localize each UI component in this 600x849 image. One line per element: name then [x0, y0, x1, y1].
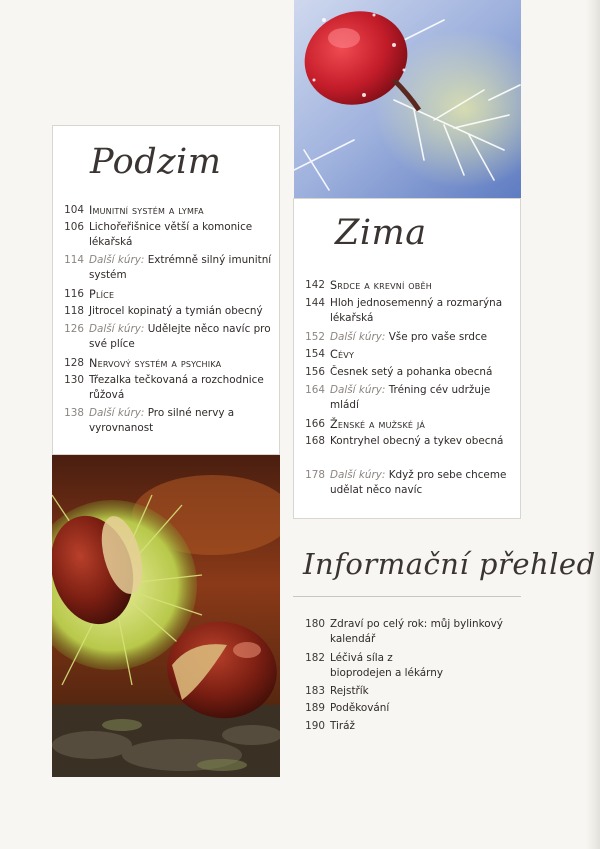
toc-entry[interactable]	[301, 296, 513, 326]
toc-page-number: 156	[305, 366, 325, 378]
toc-entry-text: Tréning cév udržuje mládí	[330, 384, 491, 411]
toc-entry-title: Léčivá síla z bioprodejen a lékárny	[330, 652, 443, 679]
extra-cure-label: Další kúry:	[89, 254, 145, 266]
extra-cure-label: Další kúry:	[330, 469, 386, 481]
toc-entry[interactable]	[301, 365, 513, 380]
toc-entry-title	[89, 253, 272, 283]
toc-page-number: 190	[305, 720, 325, 732]
toc-page-number: 152	[305, 331, 325, 343]
toc-entry[interactable]	[301, 278, 513, 293]
toc-entry-title	[330, 330, 513, 345]
toc-entry[interactable]	[301, 347, 513, 362]
toc-page-number: 114	[64, 254, 84, 266]
extra-cure-label: Další kúry:	[330, 384, 386, 396]
toc-entry[interactable]	[301, 651, 513, 681]
toc-entry[interactable]	[301, 617, 513, 647]
toc-page-number: 168	[305, 435, 325, 447]
toc-entry-title: Česnek setý a pohanka obecná	[330, 366, 493, 378]
toc-page-number: 142	[305, 279, 325, 291]
toc-entry-title	[89, 322, 272, 352]
toc-section-title: Nervový systém a psychika	[89, 357, 222, 370]
autumn-title: Podzim	[90, 142, 222, 182]
toc-entry[interactable]	[301, 684, 513, 699]
toc-entry[interactable]	[60, 322, 272, 352]
toc-entry-text: Extrémně silný imunitní systém	[89, 254, 272, 281]
toc-entry[interactable]	[60, 356, 272, 371]
toc-page-number: 180	[305, 618, 325, 630]
toc-entry-title: Třezalka tečkovaná a rozchodnice růžová	[89, 374, 264, 401]
toc-entry-title: Tiráž	[330, 720, 356, 732]
chestnut-photo	[52, 455, 280, 777]
toc-entry-title	[330, 383, 513, 413]
extra-cure-label: Další kúry:	[89, 323, 145, 335]
page-edge-shadow	[586, 0, 600, 849]
extra-cure-label: Další kúry:	[89, 407, 145, 419]
toc-entry-text: Udělejte něco navíc pro své plíce	[89, 323, 271, 350]
toc-page-number: 128	[64, 357, 84, 369]
toc-section-title: Cévy	[330, 348, 355, 361]
toc-entry[interactable]	[60, 203, 272, 218]
toc-entry-text: Pro silné nervy a vyrovnanost	[89, 407, 235, 434]
toc-entry-title: Zdraví po celý rok: můj bylinkový kalendář	[330, 618, 503, 645]
toc-page-number: 130	[64, 374, 84, 386]
toc-entry[interactable]	[60, 253, 272, 283]
toc-page-number: 118	[64, 305, 84, 317]
toc-page-number: 178	[305, 469, 325, 481]
toc-entry-title: Kontryhel obecný a tykev obecná	[330, 435, 504, 447]
toc-page-number: 154	[305, 348, 325, 360]
toc-entry-title	[89, 406, 272, 436]
toc-entry[interactable]	[301, 719, 513, 734]
toc-entry-title: Rejstřík	[330, 685, 369, 697]
toc-entry[interactable]	[60, 220, 272, 250]
toc-page-number: 106	[64, 221, 84, 233]
winter-title: Zima	[335, 213, 427, 253]
toc-entry[interactable]	[60, 373, 272, 403]
toc-entry-title: Lichořeřišnice větší a komonice lékařská	[89, 221, 253, 248]
toc-section-title: Plíce	[89, 288, 115, 301]
toc-entry-title	[330, 468, 513, 498]
chestnut-image	[52, 455, 280, 777]
extra-cure-label: Další kúry:	[330, 331, 386, 343]
toc-section-title: Imunitní systém a lymfa	[89, 204, 204, 217]
toc-entry[interactable]	[301, 434, 513, 449]
toc-page-number: 182	[305, 652, 325, 664]
toc-page-number: 164	[305, 384, 325, 396]
toc-entry[interactable]	[60, 304, 272, 319]
toc-section-title: Srdce a krevní oběh	[330, 279, 432, 292]
toc-entry-text: Vše pro vaše srdce	[388, 331, 488, 343]
toc-page-number: 144	[305, 297, 325, 309]
toc-entry[interactable]	[301, 383, 513, 413]
toc-page-number: 104	[64, 204, 84, 216]
toc-page-number: 138	[64, 407, 84, 419]
toc-page-number: 189	[305, 702, 325, 714]
overview-title: Informační přehled	[303, 547, 596, 581]
toc-entry[interactable]	[60, 406, 272, 436]
toc-entry-title: Hloh jednosemenný a rozmarýna lékařská	[330, 297, 503, 324]
overview-divider	[293, 596, 521, 597]
toc-page-number: 126	[64, 323, 84, 335]
toc-entry-text: Když pro sebe chceme udělat něco navíc	[330, 469, 507, 496]
toc-entry[interactable]	[301, 330, 513, 345]
toc-entry[interactable]	[60, 287, 272, 302]
toc-page-number: 166	[305, 418, 325, 430]
toc-page-number: 183	[305, 685, 325, 697]
rosehip-frost-image	[294, 0, 521, 198]
toc-section-title: Ženské a mužské já	[330, 418, 425, 431]
rosehip-frost-photo	[294, 0, 521, 198]
toc-entry[interactable]	[301, 417, 513, 432]
toc-entry[interactable]	[301, 468, 513, 498]
toc-entry[interactable]	[301, 701, 513, 716]
toc-entry-title: Poděkování	[330, 702, 390, 714]
toc-page-number: 116	[64, 288, 84, 300]
toc-entry-title: Jitrocel kopinatý a tymián obecný	[89, 305, 263, 317]
